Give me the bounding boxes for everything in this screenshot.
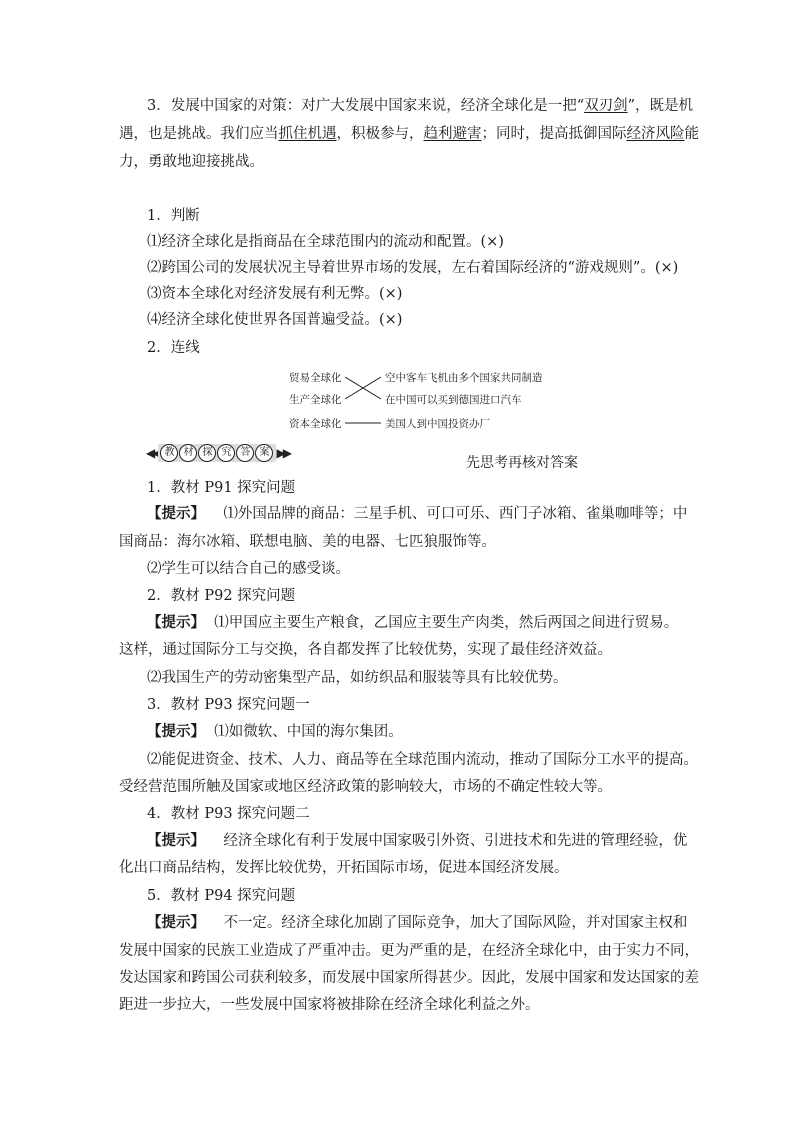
hint-tag: 【提示】 <box>147 723 205 740</box>
double-arrow-right-icon: ▶▶ <box>276 446 289 460</box>
answer-line: 国商品：海尔冰箱、联想电脑、美的电器、七匹狼服饰等。 <box>119 534 496 550</box>
intro-line-1 <box>147 96 707 116</box>
intro-text: ，积极参与， <box>336 126 424 142</box>
intro-line-2 <box>119 124 699 144</box>
underlined-term: 经济风险 <box>626 126 685 142</box>
judge-item: ⑷经济全球化使世界各国普遍受益。(×) <box>147 312 403 328</box>
match-left-item: 贸易全球化 <box>289 372 342 384</box>
answer-line: 这样，通过国际分工与交换，各自都发挥了比较优势，实现了最佳经济效益。 <box>119 642 612 658</box>
answer-text: 不一定。经济全球化加剧了国际竞争，加大了国际风险，并对国家主权和 <box>223 915 688 931</box>
banner-hint: 先思考再核对答案 <box>466 455 578 471</box>
answer-line <box>147 504 707 524</box>
hint-tag: 【提示】 <box>147 832 205 849</box>
answer-heading: 3．教材 P93 探究问题一 <box>147 697 310 713</box>
intro-text: ；同时，提高抵御国际 <box>481 126 627 142</box>
banner-char: 究 <box>217 444 235 462</box>
answer-line <box>147 831 707 851</box>
answer-line: ⑵学生可以结合自己的感受谈。 <box>147 561 350 577</box>
judge-item: ⑴经济全球化是指商品在全球范围内的流动和配置。(×) <box>147 234 504 250</box>
intro-text: 遇，也是挑战。我们应当 <box>119 126 279 142</box>
answer-heading: 5．教材 P94 探究问题 <box>147 888 296 904</box>
banner-char: 材 <box>179 444 197 462</box>
banner-char: 答 <box>236 444 254 462</box>
matching-diagram <box>289 368 549 430</box>
underlined-term: 趋利避害 <box>423 126 482 142</box>
answer-line: 发达国家和跨国公司获利较多，而发展中国家所得甚少。因此，发展中国家和发达国家的差 <box>119 970 699 986</box>
intro-text: ”，既是机 <box>627 98 694 114</box>
hint-tag: 【提示】 <box>147 614 205 631</box>
hint-tag: 【提示】 <box>147 505 205 522</box>
answer-line: ⑵我国生产的劳动密集型产品，如纺织品和服装等具有比较优势。 <box>147 670 568 686</box>
double-arrow-left-icon: ◀◀ <box>146 446 159 460</box>
underlined-term: 抓住机遇 <box>278 126 337 142</box>
banner-char: 探 <box>198 444 216 462</box>
answer-heading: 4．教材 P93 探究问题二 <box>147 806 310 822</box>
judge-heading: 1．判断 <box>147 208 200 224</box>
intro-text: 3．发展中国家的对策：对广大发展中国家来说，经济全球化是一把“ <box>147 98 585 114</box>
answer-heading: 2．教材 P92 探究问题 <box>147 588 296 604</box>
match-right-item: 在中国可以买到德国进口汽车 <box>385 394 522 406</box>
answer-line <box>147 913 707 933</box>
answer-text: 经济全球化有利于发展中国家吸引外资、引进技术和先进的管理经验，优 <box>223 833 688 849</box>
answer-line: 受经营范围所触及国家或地区经济政策的影响较大，市场的不确定性较大等。 <box>119 779 612 795</box>
answer-line: 化出口商品结构，发挥比较优势，开拓国际市场，促进本国经济发展。 <box>119 860 569 876</box>
hint-tag: 【提示】 <box>147 914 205 931</box>
answer-line: 发展中国家的民族工业造成了严重冲击。更为严重的是，在经济全球化中，由于实力不同， <box>119 943 699 959</box>
match-right-item: 空中客车飞机由多个国家共同制造 <box>385 372 543 384</box>
match-right-item: 美国人到中国投资办厂 <box>385 418 490 430</box>
answer-text: ⑴如微软、中国的海尔集团。 <box>214 724 403 740</box>
answer-line <box>147 722 707 742</box>
answer-line: 距进一步拉大，一些发展中国家将被排除在经济全球化利益之外。 <box>119 997 540 1013</box>
judge-item: ⑵跨国公司的发展状况主导着世界市场的发展，左右着国际经济的“游戏规则”。(×) <box>147 260 679 276</box>
intro-text: 能 <box>684 126 699 142</box>
section-banner <box>146 444 289 462</box>
answer-heading: 1．教材 P91 探究问题 <box>147 480 296 496</box>
underlined-term: 双刃剑 <box>584 98 628 114</box>
answer-line <box>147 613 707 633</box>
intro-line-3: 力，勇敢地迎接挑战。 <box>119 154 264 170</box>
answer-text: ⑴外国品牌的商品：三星手机、可口可乐、西门子冰箱、雀巢咖啡等；中 <box>223 506 688 522</box>
answer-text: ⑴甲国应主要生产粮食，乙国应主要生产肉类，然后两国之间进行贸易。 <box>214 615 679 631</box>
match-left-item: 资本全球化 <box>289 418 342 430</box>
banner-title <box>158 444 276 462</box>
banner-char: 教 <box>160 444 178 462</box>
answer-line: ⑵能促进资金、技术、人力、商品等在全球范围内流动，推动了国际分工水平的提高。 <box>147 752 698 768</box>
match-heading: 2．连线 <box>147 340 200 356</box>
banner-char: 案 <box>255 444 273 462</box>
match-left-item: 生产全球化 <box>289 394 342 406</box>
judge-item: ⑶资本全球化对经济发展有利无弊。(×) <box>147 286 403 302</box>
